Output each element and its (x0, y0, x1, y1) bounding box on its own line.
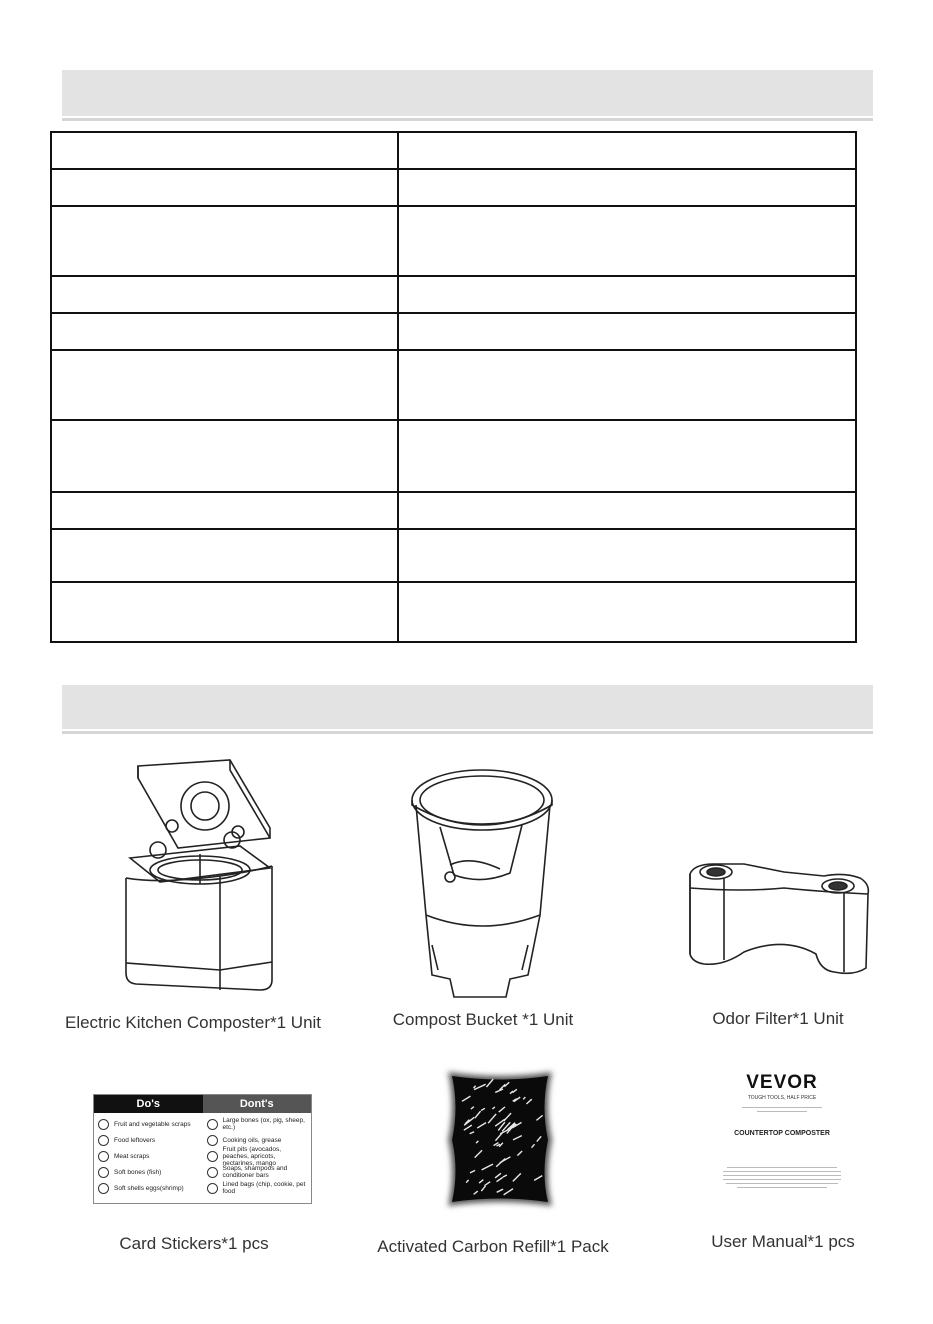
spec-table (50, 131, 857, 643)
item-caption-filter: Odor Filter*1 Unit (712, 1009, 844, 1028)
spec-label-cell (51, 529, 398, 582)
card-sticker-illustration (93, 1094, 312, 1204)
spec-label-cell (51, 582, 398, 642)
card-list-text: Food leftovers (114, 1136, 156, 1144)
spec-row (51, 350, 856, 420)
spec-row (51, 206, 856, 276)
food-icon (98, 1183, 109, 1194)
manual-brand-logo: VEVOR (746, 1072, 818, 1093)
spec-value-cell (398, 276, 856, 313)
card-list-text: Fruit and vegetable scraps (114, 1120, 191, 1128)
spec-label-cell (51, 313, 398, 350)
spec-row (51, 492, 856, 529)
card-list-item (207, 1180, 308, 1196)
compost-bucket-illustration (410, 765, 560, 1000)
food-icon (98, 1135, 109, 1146)
spec-row (51, 529, 856, 582)
spec-label-cell (51, 132, 398, 169)
card-dos-header: Do's (94, 1095, 203, 1113)
user-manual-illustration (712, 1068, 852, 1193)
food-icon (207, 1167, 218, 1178)
food-icon (207, 1135, 218, 1146)
item-caption-card: Card Stickers*1 pcs (119, 1234, 269, 1253)
spec-value-cell (398, 582, 856, 642)
spec-label-cell (51, 420, 398, 492)
spec-label-cell (51, 492, 398, 529)
food-icon (207, 1119, 218, 1130)
card-list-item (98, 1180, 199, 1196)
spec-label-cell (51, 206, 398, 276)
spec-value-cell (398, 313, 856, 350)
card-list-item (207, 1164, 308, 1180)
manual-tagline: TOUGH TOOLS, HALF PRICE (747, 1095, 817, 1101)
spec-value-cell (398, 350, 856, 420)
card-list-text: Meat scraps (114, 1152, 150, 1160)
spec-label-cell (51, 350, 398, 420)
spec-value-cell (398, 206, 856, 276)
card-list-text: Soft bones (fish) (114, 1168, 162, 1176)
card-list-text: Lined bags (chip, cookie, pet food (222, 1181, 306, 1195)
package-section-header (62, 685, 873, 729)
spec-row (51, 313, 856, 350)
spec-label-cell (51, 276, 398, 313)
spec-row (51, 582, 856, 642)
spec-value-cell (398, 169, 856, 206)
card-list-item (207, 1116, 308, 1132)
item-caption-bucket: Compost Bucket *1 Unit (392, 1010, 574, 1029)
food-icon (207, 1151, 218, 1162)
card-list-item (98, 1148, 199, 1164)
card-list-item (98, 1164, 199, 1180)
composter-illustration (120, 758, 280, 1008)
spec-label-cell (51, 169, 398, 206)
card-list-text: Soft shells eggs(shrimp) (114, 1184, 184, 1192)
spec-value-cell (398, 420, 856, 492)
card-list-text: Soaps, shampoos and conditioner bars (222, 1165, 288, 1179)
food-icon (207, 1183, 218, 1194)
food-icon (98, 1151, 109, 1162)
package-header-rule (62, 731, 873, 734)
spec-row (51, 169, 856, 206)
item-caption-carbon: Activated Carbon Refill*1 Pack (377, 1237, 609, 1256)
spec-value-cell (398, 132, 856, 169)
spec-value-cell (398, 492, 856, 529)
specs-section-header (62, 70, 873, 116)
card-list-text: Fruit pits (avocados, peaches, apricots, nectarines, mango (222, 1145, 282, 1167)
card-list-text: Cooking oils, grease (222, 1136, 282, 1144)
card-list-item (207, 1145, 308, 1167)
spec-value-cell (398, 529, 856, 582)
spec-row (51, 276, 856, 313)
card-list-item (98, 1132, 199, 1148)
card-list-item (98, 1116, 199, 1132)
spec-row (51, 132, 856, 169)
food-icon (98, 1119, 109, 1130)
item-caption-manual: User Manual*1 pcs (711, 1232, 855, 1251)
card-dos-list (94, 1113, 203, 1199)
odor-filter-illustration (684, 858, 874, 980)
item-caption-composter: Electric Kitchen Composter*1 Unit (64, 1013, 322, 1032)
carbon-refill-illustration (440, 1066, 560, 1212)
card-list-text: Large bones (ox, pig, sheep, etc.) (222, 1117, 305, 1131)
food-icon (98, 1167, 109, 1178)
manual-title: COUNTERTOP COMPOSTER (734, 1130, 830, 1137)
card-donts-list (203, 1113, 312, 1199)
specs-header-rule (62, 118, 873, 121)
spec-row (51, 420, 856, 492)
card-donts-header: Dont's (203, 1095, 312, 1113)
